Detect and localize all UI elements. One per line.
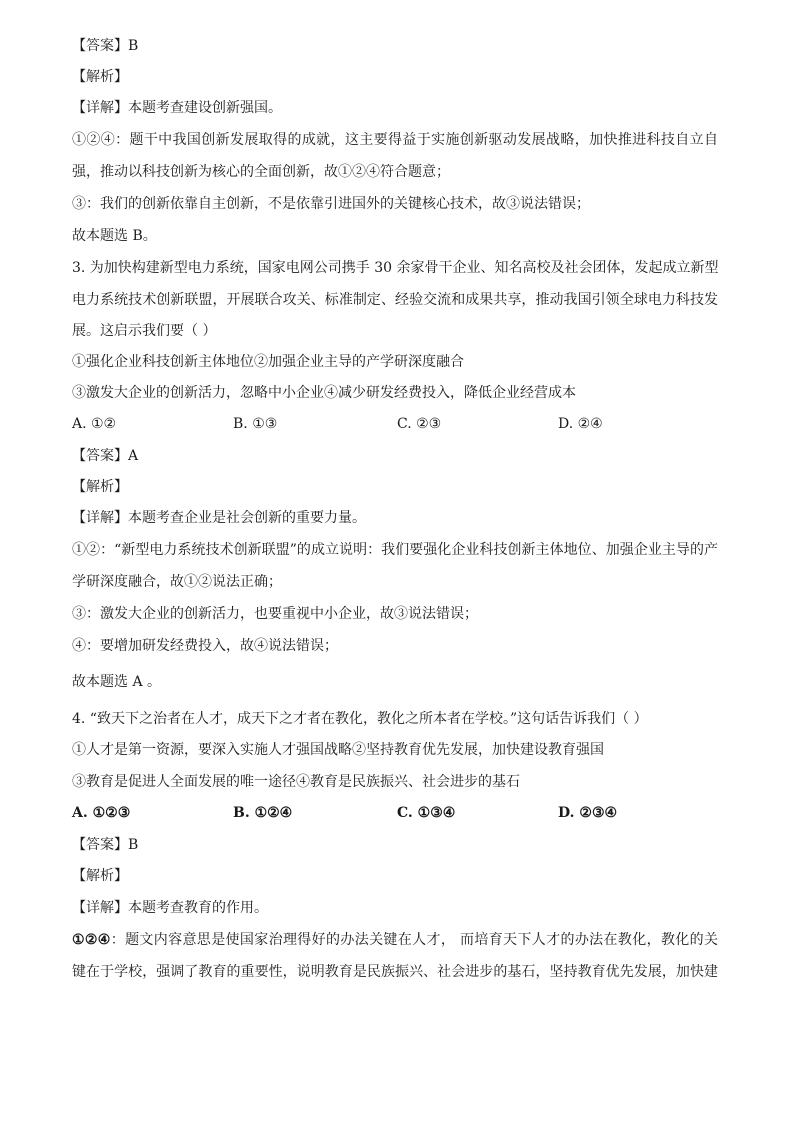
explanation-line: ③：我们的创新依靠自主创新，不是依靠引进国外的关键核心技术，故③说法错误；: [72, 196, 590, 212]
explanation-prefix: ①②④: [72, 932, 111, 948]
question-item: ①人才是第一资源，要深入实施人才强国战略②坚持教育优先发展，加快建设教育强国: [72, 742, 604, 758]
option-c: C. ②③: [397, 416, 442, 432]
explanation-line: 强，推动以科技创新为核心的全面创新，故①②④符合题意；: [72, 164, 450, 180]
conclusion-line: 故本题选 A 。: [72, 674, 162, 690]
option-b: B. ①②④: [233, 805, 293, 821]
option-c: C. ①③④: [397, 805, 456, 821]
conclusion-line: 故本题选 B。: [72, 228, 157, 244]
analysis-label: 【解析】: [72, 868, 128, 884]
answer-label: 【答案】B: [72, 38, 139, 54]
analysis-label: 【解析】: [72, 69, 128, 85]
explanation-line: ①②：“新型电力系统技术创新联盟”的成立说明：我们要强化企业科技创新主体地位、加强企业主导的产: [72, 542, 718, 558]
question-stem: 4. “致天下之治者在人才，成天下之才者在教化，教化之所本者在学校。”这句话告诉我们（ ）: [72, 711, 648, 727]
answer-label: 【答案】B: [72, 837, 139, 853]
option-b: B. ①③: [233, 416, 278, 432]
question-item: ③激发大企业的创新活力，忽略中小企业④减少研发经费投入，降低企业经营成本: [72, 385, 576, 401]
question-stem: 3. 为加快构建新型电力系统，国家电网公司携手 30 余家骨干企业、知名高校及社会团体，发起成立新型: [72, 260, 719, 276]
explanation-line: [72, 930, 718, 950]
option-a: A. ①②: [72, 416, 117, 432]
explanation-line: ③：激发大企业的创新活力，也要重视中小企业，故③说法错误；: [72, 606, 478, 622]
explanation-line: ①②④：题干中我国创新发展取得的成就，这主要得益于实施创新驱动发展战略，加快推进科技自立自: [72, 132, 718, 148]
analysis-label: 【解析】: [72, 479, 128, 495]
explanation-line: 键在于学校，强调了教育的重要性，说明教育是民族振兴、社会进步的基石，坚持教育优先发展，加快建: [72, 964, 718, 980]
detail-line: 【详解】本题考查建设创新强国。: [72, 100, 282, 116]
explanation-text: ：题文内容意思是使国家治理得好的办法关键在人才， 而培育天下人才的办法在教化，教化的关: [110, 932, 718, 948]
question-stem: 电力系统技术创新联盟，开展联合攻关、标准制定、经验交流和成果共享，推动我国引领全球电力科技发: [72, 292, 718, 308]
question-item: ③教育是促进人全面发展的唯一途径④教育是民族振兴、社会进步的基石: [72, 774, 520, 790]
explanation-line: ④：要增加研发经费投入，故④说法错误；: [72, 638, 338, 654]
option-d: D. ②④: [558, 416, 603, 432]
detail-line: 【详解】本题考查企业是社会创新的重要力量。: [72, 510, 366, 526]
option-d: D. ②③④: [558, 805, 618, 821]
answer-label: 【答案】A: [72, 448, 139, 464]
explanation-line: 学研深度融合，故①②说法正确；: [72, 574, 282, 590]
option-a: A. ①②③: [72, 805, 131, 821]
detail-line: 【详解】本题考查教育的作用。: [72, 900, 268, 916]
question-item: ①强化企业科技创新主体地位②加强企业主导的产学研深度融合: [72, 354, 464, 370]
question-stem: 展。这启示我们要（ ）: [72, 323, 217, 339]
